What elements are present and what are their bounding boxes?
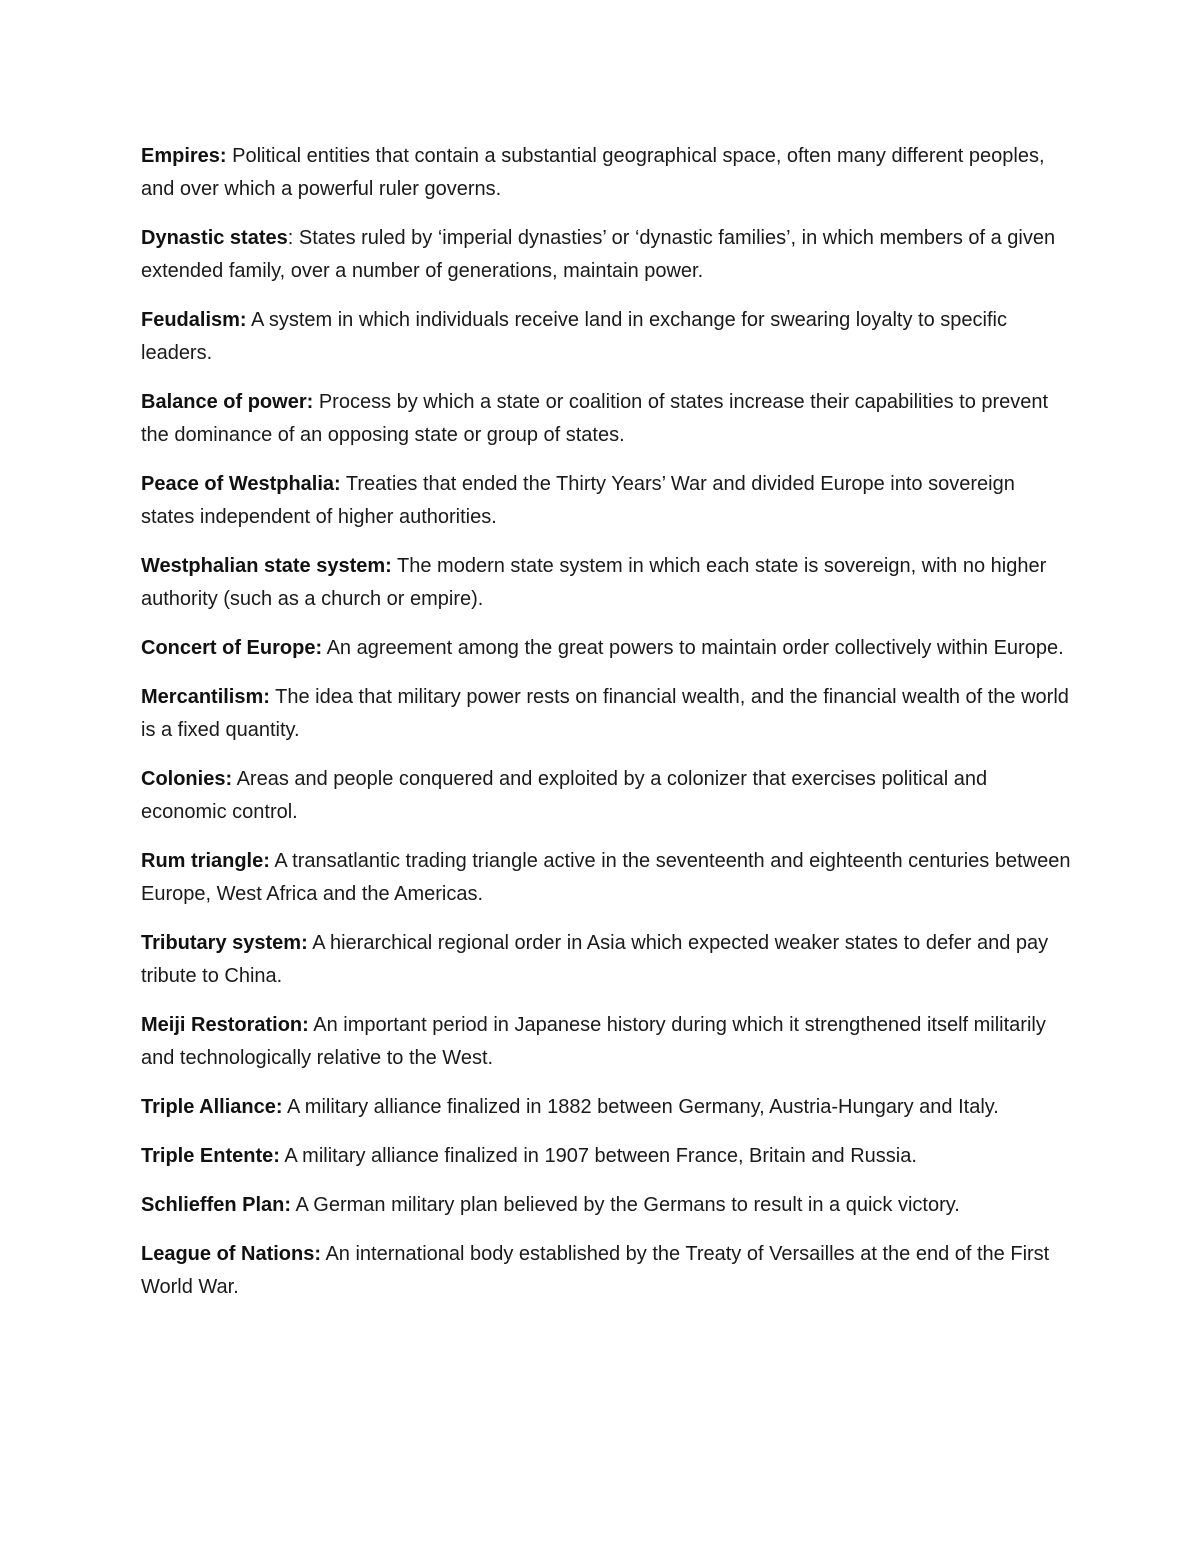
glossary-entry-tributary-system: [141, 927, 1071, 993]
glossary-term: Rum triangle:: [141, 850, 270, 872]
glossary-term: Meiji Restoration:: [141, 1014, 309, 1036]
glossary-entry-peace-of-westphalia: [141, 468, 1071, 534]
glossary-term: Mercantilism:: [141, 686, 270, 708]
glossary-definition: The modern state system in which each state is sovereign, with no higher authority (such as a church or empire).: [141, 555, 1047, 610]
glossary-term: Feudalism:: [141, 309, 247, 331]
glossary-entry-league-of-nations: [141, 1238, 1071, 1304]
glossary-entry-triple-alliance: [141, 1091, 1071, 1124]
glossary-term: League of Nations:: [141, 1243, 322, 1265]
glossary-term: Balance of power:: [141, 391, 314, 413]
glossary-term: Dynastic states: [141, 227, 288, 249]
glossary-definition: An agreement among the great powers to maintain order collectively within Europe.: [322, 637, 1064, 659]
document-page: [141, 140, 1071, 1320]
glossary-term: Colonies:: [141, 768, 233, 790]
glossary-definition: A military alliance finalized in 1907 between France, Britain and Russia.: [279, 1145, 917, 1167]
glossary-definition: Areas and people conquered and exploited by a colonizer that exercises political and economic control.: [141, 768, 988, 823]
glossary-term: Empires:: [141, 145, 227, 167]
glossary-term: Schlieffen Plan:: [141, 1194, 292, 1216]
glossary-definition: An international body established by the Treaty of Versailles at the end of the First World War.: [141, 1243, 1050, 1298]
glossary-entry-dynastic-states: [141, 222, 1071, 288]
glossary-definition: Political entities that contain a substantial geographical space, often many different peoples, and over which a powerful ruler governs.: [141, 145, 1045, 200]
glossary-entry-mercantilism: [141, 681, 1071, 747]
glossary-entry-feudalism: [141, 304, 1071, 370]
glossary-entry-meiji-restoration: [141, 1009, 1071, 1075]
glossary-definition: Process by which a state or coalition of states increase their capabilities to prevent the dominance of an opposing state or group of states.: [141, 391, 1049, 446]
glossary-definition: Treaties that ended the Thirty Years’ War and divided Europe into sovereign states independent of higher authorities.: [141, 473, 1015, 528]
glossary-entry-schlieffen-plan: [141, 1189, 1071, 1222]
glossary-entry-balance-of-power: [141, 386, 1071, 452]
glossary-term: Triple Entente:: [141, 1145, 280, 1167]
glossary-term: Peace of Westphalia:: [141, 473, 341, 495]
glossary-definition: A hierarchical regional order in Asia which expected weaker states to defer and pay tribute to China.: [141, 932, 1049, 987]
glossary-definition: A transatlantic trading triangle active in the seventeenth and eighteenth centuries between Europe, West Africa and the Americas.: [141, 850, 1071, 905]
glossary-definition: A military alliance finalized in 1882 between Germany, Austria-Hungary and Italy.: [282, 1096, 999, 1118]
glossary-term: Tributary system:: [141, 932, 308, 954]
glossary-term: Concert of Europe:: [141, 637, 323, 659]
glossary-entry-westphalian-state-system: [141, 550, 1071, 616]
glossary-entry-rum-triangle: [141, 845, 1071, 911]
glossary-entry-triple-entente: [141, 1140, 1071, 1173]
glossary-definition: An important period in Japanese history during which it strengthened itself militarily and technologically relative to the West.: [141, 1014, 1046, 1069]
glossary-definition: The idea that military power rests on financial wealth, and the financial wealth of the world is a fixed quantity.: [141, 686, 1069, 741]
glossary-definition: : States ruled by ‘imperial dynasties’ or ‘dynastic families’, in which members of a given extended family, over a number of generations, maintain power.: [141, 227, 1056, 282]
glossary-entry-colonies: [141, 763, 1071, 829]
glossary-entry-concert-of-europe: [141, 632, 1071, 665]
glossary-term: Triple Alliance:: [141, 1096, 283, 1118]
glossary-term: Westphalian state system:: [141, 555, 392, 577]
glossary-definition: A German military plan believed by the Germans to result in a quick victory.: [291, 1194, 960, 1216]
glossary-definition: A system in which individuals receive land in exchange for swearing loyalty to specific leaders.: [141, 309, 1007, 364]
glossary-entry-empires: [141, 140, 1071, 206]
